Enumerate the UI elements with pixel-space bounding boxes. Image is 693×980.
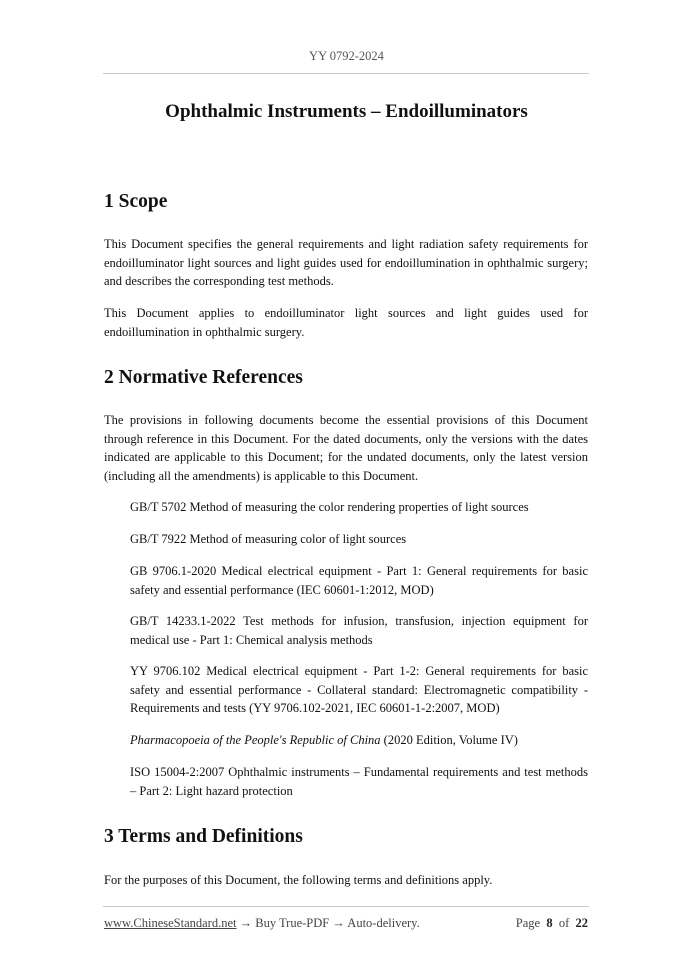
paragraph: This Document specifies the general requirements and light radiation safety requirements for endoilluminator light sources and light guides used for endoillumination in ophthalmic surgery; and describes the corresponding test methods. xyxy=(104,237,588,289)
section-heading-normative-references: 2 Normative References xyxy=(104,367,303,388)
footer-divider xyxy=(103,906,589,907)
reference-item: GB 9706.1-2020 Medical electrical equipment - Part 1: General requirements for basic safety and essential performance (IEC 60601-1:2012, MOD) xyxy=(130,564,588,597)
paragraph: For the purposes of this Document, the following terms and definitions apply. xyxy=(104,873,493,887)
reference-edition: (2020 Edition, Volume IV) xyxy=(380,733,518,747)
page-number: Page 8 of 22 xyxy=(515,916,588,930)
reference-title-italic: Pharmacopoeia of the People's Republic of China xyxy=(130,733,381,747)
reference-item xyxy=(130,731,588,750)
paragraph: The provisions in following documents become the essential provisions of this Document through reference in this Document. For the dated documents, only the versions with the dates indicated are applicable to this Document; for the undated documents, only the latest version (including all the amendments) is applicable to this Document. xyxy=(104,413,588,484)
header-divider xyxy=(103,73,589,74)
reference-item: GB/T 14233.1-2022 Test methods for infusion, transfusion, injection equipment for medical use - Part 1: Chemical analysis methods xyxy=(130,614,588,647)
header-doc-code: YY 0792-2024 xyxy=(309,49,384,63)
footer xyxy=(104,916,588,931)
document-title: Ophthalmic Instruments – Endoilluminators xyxy=(165,101,528,122)
footer-text: → Buy True-PDF → Auto-delivery. xyxy=(236,916,420,930)
reference-item: ISO 15004-2:2007 Ophthalmic instruments – Fundamental requirements and test methods – Part 2: Light hazard protection xyxy=(130,765,588,798)
reference-item: YY 9706.102 Medical electrical equipment - Part 1-2: General requirements for basic safety and essential performance - Collateral standard: Electromagnetic compatibility - Requirements and tests (YY 9706.102-2021, IEC 60601-1-2:2007, MOD) xyxy=(130,664,588,716)
footer-website-link[interactable]: www.ChineseStandard.net xyxy=(104,916,237,930)
reference-item: GB/T 7922 Method of measuring color of light sources xyxy=(130,532,407,546)
reference-item: GB/T 5702 Method of measuring the color rendering properties of light sources xyxy=(130,500,529,514)
paragraph: This Document applies to endoilluminator light sources and light guides used for endoillumination in ophthalmic surgery. xyxy=(104,306,588,339)
section-heading-scope: 1 Scope xyxy=(104,191,168,212)
section-heading-terms-definitions: 3 Terms and Definitions xyxy=(104,826,303,847)
